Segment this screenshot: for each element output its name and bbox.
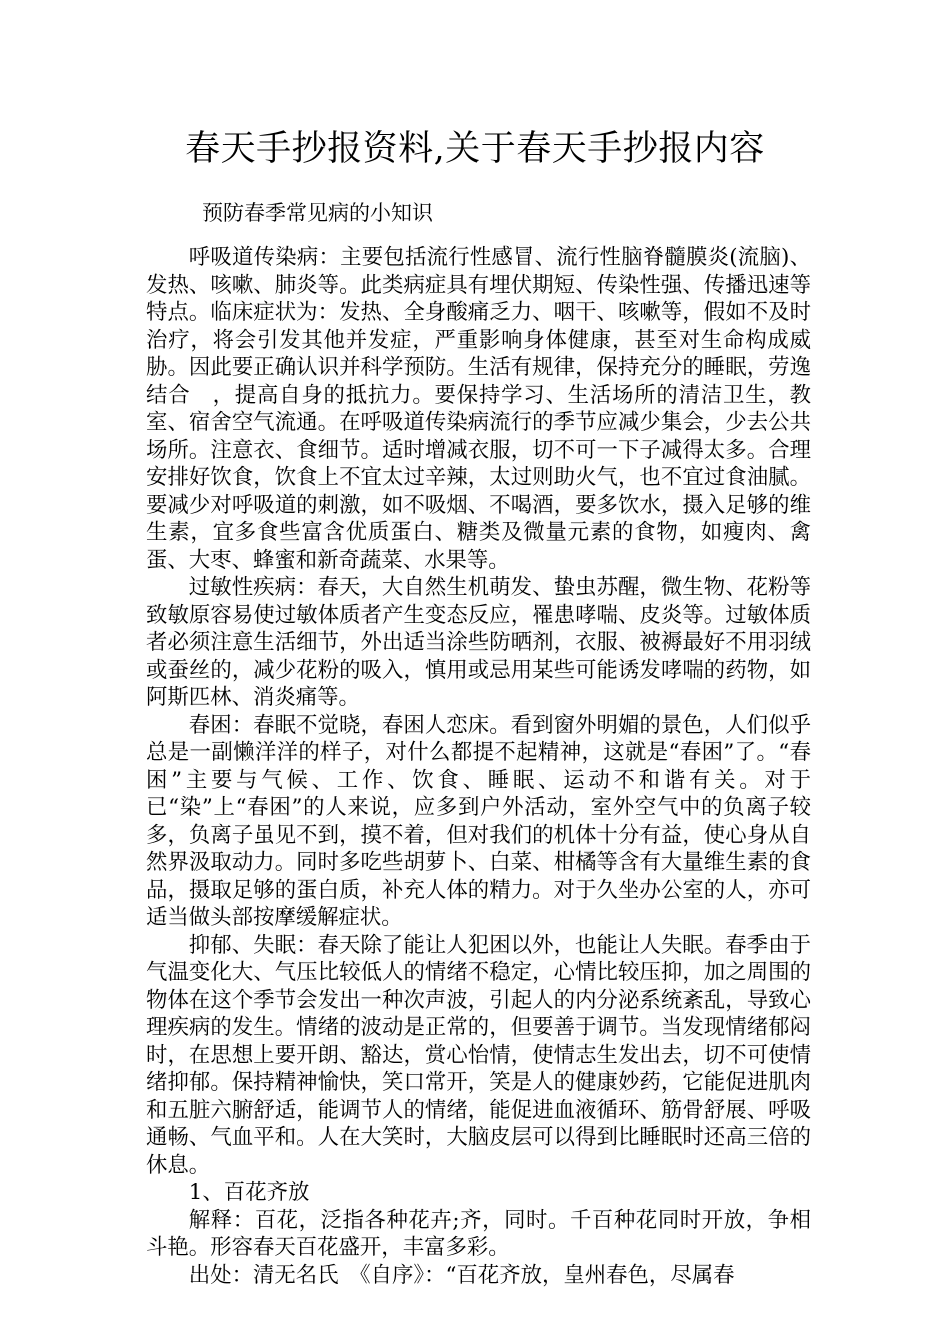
idiom-source: 出处：清无名氏 《自序》：“百花齐放，皇州春色，尽属春 <box>188 1262 735 1288</box>
paragraph-respiratory-disease: 呼吸道传染病：主要包括流行性感冒、流行性脑脊髓膜炎(流脑)、发热、咳嗽、肺炎等。此类病症具有埋伏期短、传染性强、传播迅速等特点。临床症状为：发热、全身酸痛乏力、咽干、咳嗽等，假如不及时治疗，将会引发其他并发症，严重影响身体健康，甚至对生命构成威胁。因此要正确认识并科学预防。生活有规律，保持充分的睡眠，劳逸结合 ，提高自身的抵抗力。要保持学习、生活场所的清洁卫生，教室、宿舍空气流通。在呼吸道传染病流行的季节应减少集会，少去公共场所。注意衣、食细节。适时增减衣服，切不可一下子减得太多。合理安排好饮食，饮食上不宜太过辛辣，太过则助火气，也不宜过食油腻。要减少对呼吸道的刺激，如不吸烟、不喝酒，要多饮水，摄入足够的维生素，宜多食些富含优质蛋白、糖类及微量元素的食物，如瘦肉、禽蛋、大枣、蜂蜜和新奇蔬菜、水果等。 <box>146 245 811 573</box>
paragraph-allergic-disease: 过敏性疾病：春天，大自然生机萌发、蛰虫苏醒，微生物、花粉等致敏原容易使过敏体质者产生变态反应，罹患哮喘、皮炎等。过敏体质者必须注意生活细节，外出适当涂些防晒剂，衣服、被褥最好不用羽绒或蚕丝的，减少花粉的吸入，慎用或忌用某些可能诱发哮喘的药物，如阿斯匹林、消炎痛等。 <box>146 575 811 710</box>
idiom-explanation: 解释：百花，泛指各种花卉;齐，同时。千百种花同时开放，争相斗艳。形容春天百花盛开，丰富多彩。 <box>146 1207 811 1260</box>
paragraph-depression-insomnia: 抑郁、失眠：春天除了能让人犯困以外，也能让人失眠。春季由于气温变化大、气压比较低人的情绪不稳定，心情比较压抑，加之周围的物体在这个季节会发出一种次声波，引起人的内分泌系统紊乱，导致心理疾病的发生。情绪的波动是正常的，但要善于调节。当发现情绪郁闷时，在思想上要开朗、豁达，赏心怡情，使情志生发出去，切不可使情绪抑郁。保持精神愉快，笑口常开，笑是人的健康妙药，它能促进肌肉和五脏六腑舒适，能调节人的情绪，能促进血液循环、筋骨舒展、呼吸通畅、气血平和。人在大笑时，大脑皮层可以得到比睡眠时还高三倍的休息。 <box>146 932 811 1178</box>
document-subtitle: 预防春季常见病的小知识 <box>202 201 433 225</box>
document-title: 春天手抄报资料,关于春天手抄报内容 <box>185 129 765 169</box>
document-body <box>146 244 811 1289</box>
idiom-heading: 1、百花齐放 <box>188 1180 310 1205</box>
paragraph-spring-fatigue: 春困：春眠不觉晓，春困人恋床。看到窗外明媚的景色，人们似乎总是一副懒洋洋的样子，对什么都提不起精神，这就是“春困”了。“春困”主要与气候、工作、饮食、睡眠、运动不和谐有关。对于已“染”上“春困”的人来说，应多到户外活动，室外空气中的负离子较多，负离子虽见不到，摸不着，但对我们的机体十分有益，使心身从自然界汲取动力。同时多吃些胡萝卜、白菜、柑橘等含有大量维生素的食品，摄取足够的蛋白质，补充人体的精力。对于久坐办公室的人，亦可适当做头部按摩缓解症状。 <box>146 712 811 930</box>
